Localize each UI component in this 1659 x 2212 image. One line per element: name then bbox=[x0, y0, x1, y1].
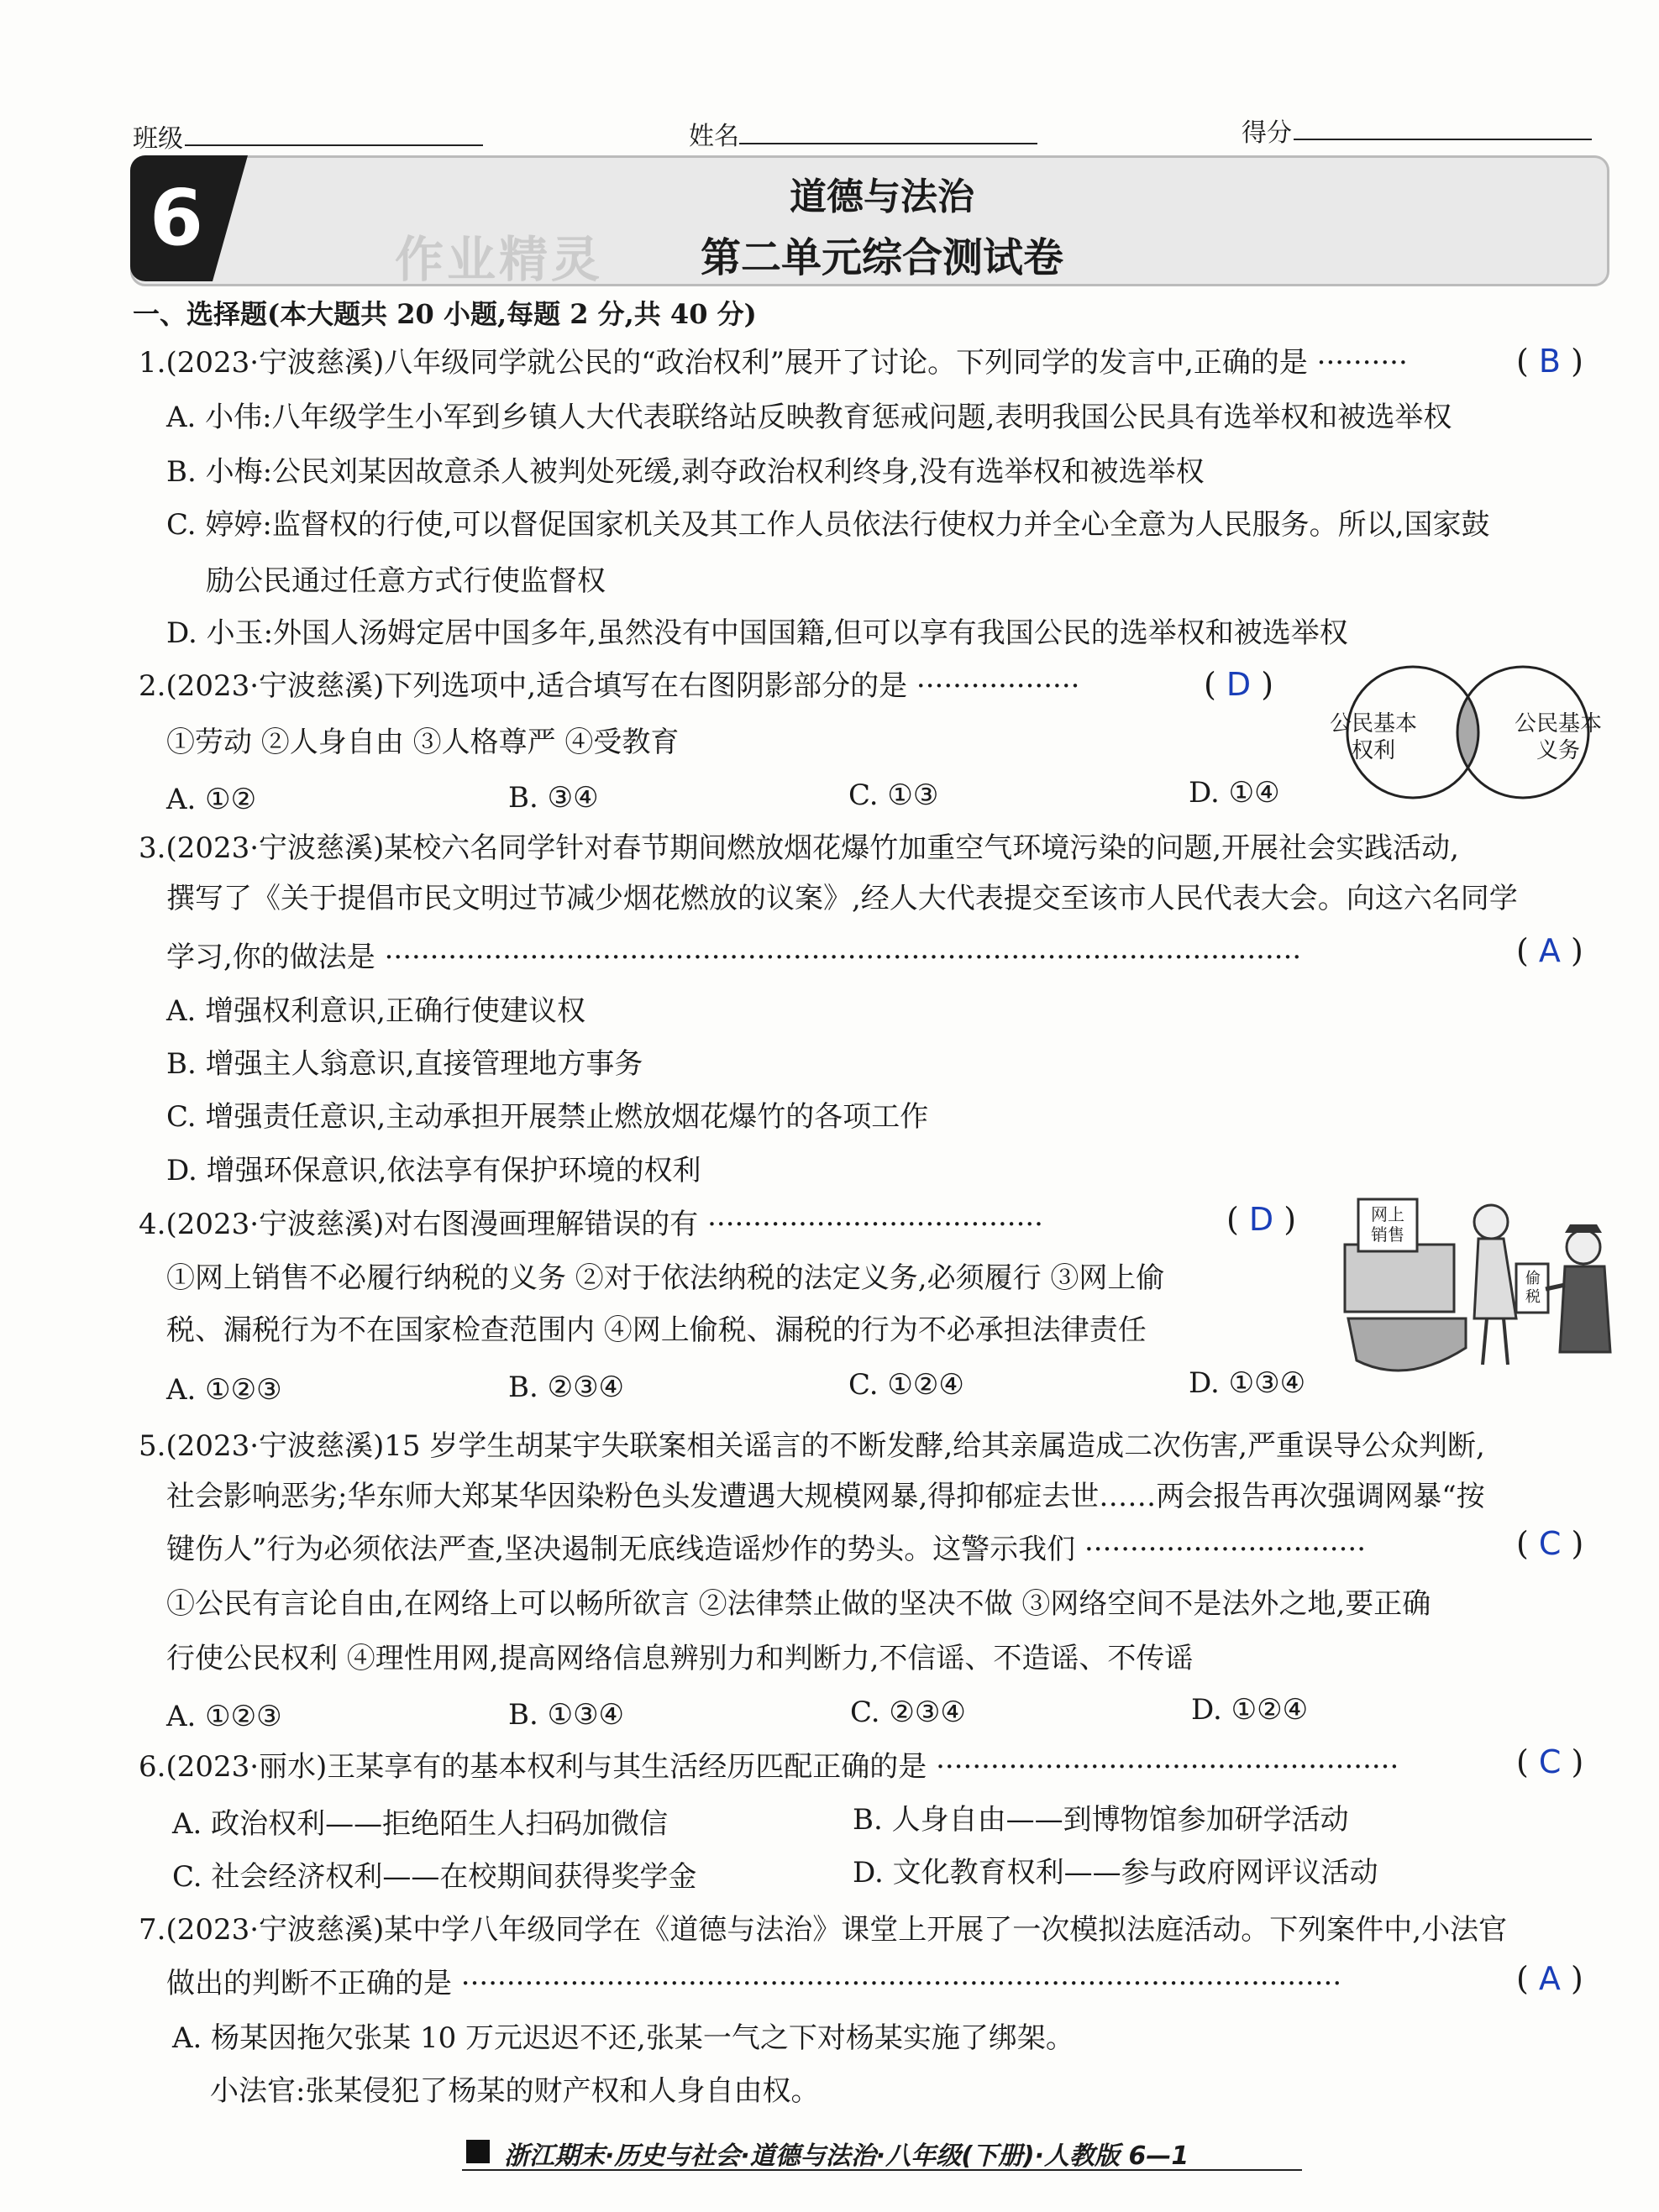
page-footer bbox=[504, 2135, 1189, 2172]
q3-option-c: C. 增强责任意识,主动承担开展禁止燃放烟花爆竹的各项工作 bbox=[166, 1100, 929, 1134]
q3-answer: ( A ) bbox=[1516, 932, 1583, 969]
q3-option-d: D. 增强环保意识,依法享有保护环境的权利 bbox=[166, 1154, 701, 1187]
q5-items-1: ①公民有言论自由,在网络上可以畅所欲言 ②法律禁止做的坚决不做 ③网络空间不是法外之地,要正确 bbox=[166, 1587, 1431, 1621]
cartoon-officer-body bbox=[1560, 1266, 1610, 1352]
cartoon-monitor bbox=[1345, 1245, 1454, 1312]
q7-answer: ( A ) bbox=[1516, 1960, 1583, 1997]
q6-stem: 6.(2023·丽水)王某享有的基本权利与其生活经历匹配正确的是 ··················································· bbox=[139, 1750, 1399, 1784]
q5-items-2: 行使公民权利 ④理性用网,提高网络信息辨别力和判断力,不信谣、不造谣、不传谣 bbox=[166, 1642, 1194, 1675]
q2-answer-value: D bbox=[1226, 666, 1252, 703]
q5-stem-1: 5.(2023·宁波慈溪)15 岁学生胡某宇失联案相关谣言的不断发酵,给其亲属造成二次伤害,严重误导公众判断, bbox=[139, 1429, 1485, 1463]
q1-stem: 1.(2023·宁波慈溪)八年级同学就公民的“政治权利”展开了讨论。下列同学的发言中,正确的是 ·········· bbox=[139, 346, 1408, 380]
section-heading: 一、选择题(本大题共 20 小题,每题 2 分,共 40 分) bbox=[133, 298, 757, 330]
q2-option-c: C. ①③ bbox=[848, 778, 939, 812]
footer-book-icon bbox=[466, 2140, 490, 2163]
q4-option-c: C. ①②④ bbox=[848, 1368, 964, 1402]
q7-option-a-verdict: 小法官:张某侵犯了杨某的财产权和人身自由权。 bbox=[210, 2074, 820, 2108]
q1-option-b: B. 小梅:公民刘某因故意杀人被判处死缓,剥夺政治权利终身,没有选举权和被选举权 bbox=[166, 455, 1205, 489]
q2-option-a: A. ①② bbox=[166, 783, 257, 816]
cartoon-officer-cap bbox=[1565, 1224, 1602, 1233]
q1-option-c: C. 婷婷:监督权的行使,可以督促国家机关及其工作人员依法行使权力并全心全意为人民服务。所以,国家鼓 bbox=[166, 508, 1490, 542]
q5-option-d: D. ①②④ bbox=[1191, 1693, 1309, 1727]
q3-stem-2: 撰写了《关于提倡市民文明过节减少烟花燃放的议案》,经人大代表提交至该市人民代表大会。向这六名同学 bbox=[166, 882, 1518, 915]
unit-number: 6 bbox=[149, 173, 203, 263]
q4-items-1: ①网上销售不必履行纳税的义务 ②对于依法纳税的法定义务,必须履行 ③网上偷 bbox=[166, 1261, 1165, 1295]
q3-answer-value: A bbox=[1538, 932, 1561, 969]
cartoon-seller-head bbox=[1474, 1205, 1508, 1239]
footer-rule bbox=[462, 2169, 1302, 2171]
q5-option-a: A. ①②③ bbox=[166, 1700, 282, 1733]
q5-option-c: C. ②③④ bbox=[850, 1696, 966, 1729]
q2-items: ①劳动 ②人身自由 ③人格尊严 ④受教育 bbox=[166, 726, 680, 759]
q3-option-a: A. 增强权利意识,正确行使建议权 bbox=[166, 994, 585, 1028]
q5-stem-2: 社会影响恶劣;华东师大郑某华因染粉色头发遭遇大规模网暴,得抑郁症去世……两会报告再次强调网暴“按 bbox=[166, 1480, 1485, 1513]
paper-title: 第二单元综合测试卷 bbox=[700, 234, 1063, 281]
q5-answer: ( C ) bbox=[1516, 1525, 1584, 1562]
q2-option-d: D. ①④ bbox=[1189, 776, 1280, 810]
q5-option-b: B. ①③④ bbox=[508, 1698, 625, 1732]
q1-answer-value: B bbox=[1538, 343, 1561, 380]
q2-answer: ( D ) bbox=[1204, 666, 1274, 703]
q4-items-2: 税、漏税行为不在国家检查范围内 ④网上偷税、漏税的行为不必承担法律责任 bbox=[166, 1313, 1147, 1347]
q3-option-b: B. 增强主人翁意识,直接管理地方事务 bbox=[166, 1047, 643, 1081]
q6-answer: ( C ) bbox=[1516, 1743, 1584, 1780]
cartoon-seller-body bbox=[1474, 1239, 1516, 1318]
q7-stem-2: 做出的判断不正确的是 ································································································· bbox=[166, 1967, 1342, 2000]
watermark: 作业精灵 bbox=[395, 231, 604, 288]
class-field[interactable] bbox=[185, 144, 483, 146]
class-label: 班级 bbox=[133, 124, 183, 154]
q4-stem: 4.(2023·宁波慈溪)对右图漫画理解错误的有 ····································· bbox=[139, 1208, 1043, 1241]
venn-right-label: 公民基本 义务 bbox=[1514, 711, 1602, 763]
q1-option-c-cont: 励公民通过任意方式行使监督权 bbox=[206, 564, 606, 598]
q2-stem: 2.(2023·宁波慈溪)下列选项中,适合填写在右图阴影部分的是 ·················· bbox=[139, 669, 1080, 703]
q1-answer: ( B ) bbox=[1516, 343, 1583, 380]
q4-option-d: D. ①③④ bbox=[1189, 1366, 1306, 1400]
q5-answer-value: C bbox=[1538, 1525, 1562, 1562]
name-label: 姓名 bbox=[689, 122, 739, 151]
q7-stem-1: 7.(2023·宁波慈溪)某中学八年级同学在《道德与法治》课堂上开展了一次模拟法庭活动。下列案件中,小法官 bbox=[139, 1913, 1508, 1947]
q6-answer-value: C bbox=[1538, 1743, 1562, 1780]
q6-option-d: D. 文化教育权利——参与政府网评议活动 bbox=[853, 1856, 1378, 1890]
q4-option-b: B. ②③④ bbox=[508, 1371, 625, 1404]
cartoon-sign-text: 网上 销售 bbox=[1371, 1204, 1404, 1245]
footer-text: 浙江期末·历史与社会·道德与法治·八年级(下册)·人教版 6—1 bbox=[504, 2141, 1189, 2171]
q5-stem-3: 键伤人”行为必须依法严查,坚决遏制无底线造谣炒作的势头。这警示我们 ······························· bbox=[166, 1533, 1367, 1566]
q1-option-d: D. 小玉:外国人汤姆定居中国多年,虽然没有中国国籍,但可以享有我国公民的选举权和被选举权 bbox=[166, 616, 1348, 650]
venn-left-label: 公民基本 权利 bbox=[1329, 711, 1417, 763]
q7-option-a: A. 杨某因拖欠张某 10 万元迟迟不还,张某一气之下对杨某实施了绑架。 bbox=[172, 2021, 1074, 2055]
cartoon-money-bag bbox=[1348, 1318, 1466, 1371]
q3-stem-3: 学习,你的做法是 ····································································································· bbox=[166, 941, 1302, 974]
q4-answer: ( D ) bbox=[1226, 1201, 1297, 1238]
q4-option-a: A. ①②③ bbox=[166, 1373, 282, 1407]
q6-option-a: A. 政治权利——拒绝陌生人扫码加微信 bbox=[172, 1807, 669, 1841]
q2-option-b: B. ③④ bbox=[508, 781, 599, 815]
cartoon-paper-text: 偷 税 bbox=[1525, 1270, 1541, 1306]
q4-answer-value: D bbox=[1248, 1201, 1274, 1238]
q3-stem-1: 3.(2023·宁波慈溪)某校六名同学针对春节期间燃放烟花爆竹加重空气环境污染的问题,开展社会实践活动, bbox=[139, 831, 1459, 865]
q6-option-b: B. 人身自由——到博物馆参加研学活动 bbox=[853, 1803, 1349, 1837]
q7-answer-value: A bbox=[1538, 1960, 1561, 1997]
score-field[interactable] bbox=[1294, 139, 1592, 140]
name-field[interactable] bbox=[739, 143, 1037, 144]
cartoon-officer-head bbox=[1567, 1230, 1600, 1264]
subject-title: 道德与法治 bbox=[790, 176, 974, 218]
q1-option-a: A. 小伟:八年级学生小军到乡镇人大代表联络站反映教育惩戒问题,表明我国公民具有选举权和被选举权 bbox=[166, 401, 1452, 434]
q6-option-c: C. 社会经济权利——在校期间获得奖学金 bbox=[172, 1860, 697, 1894]
score-label: 得分 bbox=[1242, 118, 1292, 148]
